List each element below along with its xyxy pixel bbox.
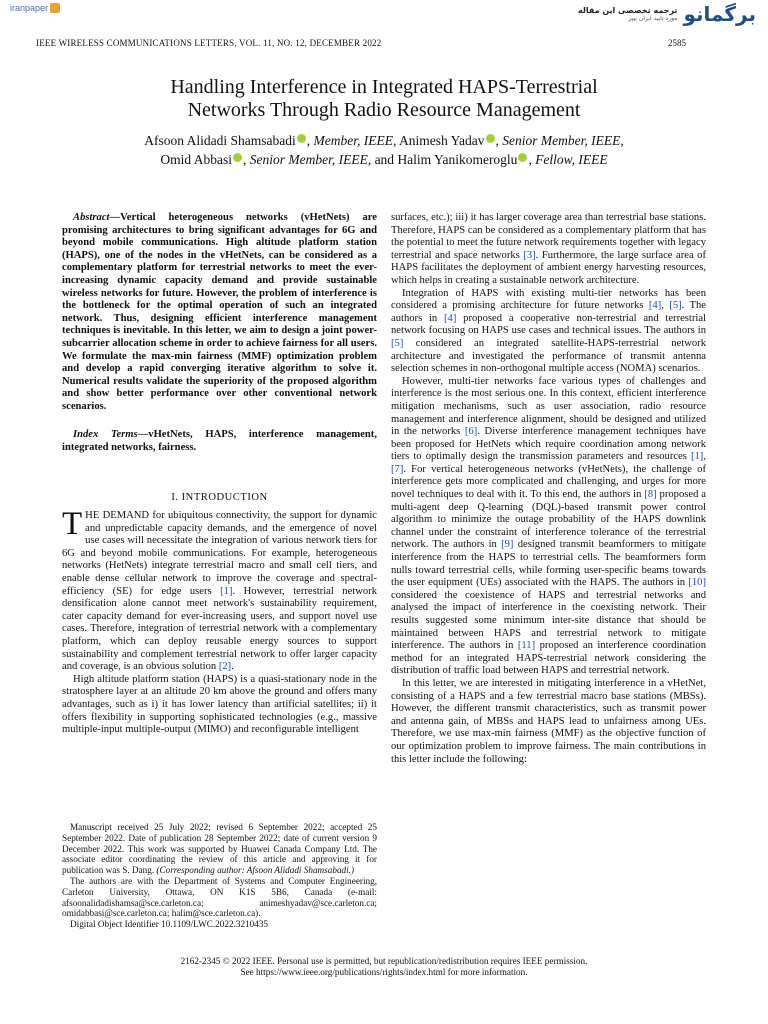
author-role: Senior Member, IEEE (249, 152, 368, 167)
author-conjunction: and (374, 152, 395, 167)
translation-logo-line2: مورد تایید ایران پیپر (628, 15, 678, 23)
index-terms-text: —vHetNets, HAPS, interference management, integrated networks, fairness. (62, 429, 377, 453)
paper-title-line2: Networks Through Radio Resource Management (187, 99, 581, 121)
citation-link[interactable]: [10] (688, 577, 706, 589)
citation-link[interactable]: [1] (220, 585, 233, 597)
index-terms (62, 429, 377, 454)
paragraph: In this letter, we are interested in mitigating interference in a vHetNet, consisting of a HAPS and a few terrestrial macro base stations (MBSs). However, the different transmit characteristics, such as transmit power and antenna gain, of MBSs and HAPS lead to unfairness among UEs. Therefore, we use max-min fairness (MMF) as the objective function of our optimization problem to improve fairness. The main contributions in this letter include the following: (391, 677, 706, 765)
orcid-icon[interactable] (297, 134, 306, 143)
iranpaper-logo-icon (50, 3, 60, 13)
author-name: Animesh Yadav (399, 133, 485, 148)
iranpaper-logo-text: iranpaper (10, 3, 49, 13)
citation-link[interactable]: [6] (464, 426, 478, 438)
abstract-text: —Vertical heterogeneous networks (vHetNets) are promising architectures to bring significant advantages for 6G and beyond mobile communications. High altitude platform station (HAPS), one of the nodes in the vHetNets, can be considered as a complementary platform for terrestrial networks to meet the ever-increasing dynamic capacity demand and provide sustainable wireless networks for future. However, the problem of interference is the bottleneck for the optimal operation of such an integrated network. Thus, designing efficient interference management techniques is inevitable. In this letter, we aim to design a joint power-subcarrier allocation scheme in order to achieve fairness for all users. We formulate the max-min fairness (MMF) optimization problem and develop a rapid converging iterative algorithm to solve it. Numerical results validate the superiority of the proposed algorithm and show better performance over other conventional network scenarios. (62, 212, 377, 412)
citation-link[interactable]: [5] (669, 300, 682, 312)
translation-logo (578, 2, 756, 26)
index-terms-label: Index Terms (73, 429, 138, 440)
author-list: Afsoon Alidadi Shamsabadi , Member, IEEE, Animesh Yadav , Senior Member, IEEE, Omid Abbasi , Senior Member, IEEE, and Halim Yanikomeroglu , Fellow, IEEE (144, 133, 624, 167)
orcid-icon[interactable] (233, 153, 242, 162)
citation-link[interactable]: [1] (690, 451, 704, 463)
citation-link[interactable]: [2] (218, 661, 232, 673)
journal-header: IEEE WIRELESS COMMUNICATIONS LETTERS, VOL. 11, NO. 12, DECEMBER 2022 (36, 38, 382, 48)
citation-link[interactable]: [4] (444, 312, 457, 324)
author-role: Member, IEEE (313, 133, 393, 148)
author-name: Afsoon Alidadi Shamsabadi (144, 133, 296, 148)
right-column-body: surfaces, etc.); iii) it has larger coverage area than terrestrial base stations. Therefore, HAPS can be considered as a complementary platform that has the potential to meet the future network requirements together with legacy terrestrial and space networks [3]. Furthermore, the large surface area of HAPS facilitates the deployment of ambient energy harvesting resources, which helps in creating a sustainable network architecture. Integration of HAPS with existing multi-tier networks has been considered a promising architecture for future networks [4], [5]. The authors in [4] proposed a cooperative non-terrestrial and terrestrial network focusing on HAPS use cases and technical issues. The authors in [5] considered an integrated satellite-HAPS-terrestrial network architecture and investigated the performance of transmit antenna selection schemes in non-orthogonal multiple access (NOMA) scenarios. However, multi-tier networks face various types of challenges and interference is the most serious one. In this context, efficient interference mitigation mechanisms, such as user association, radio resource management and interference alignment, should be designed and utilized in the networks [6]. Diverse interference management techniques have been proposed for HetNets which require coordination among network tiers to optimally design the transmission parameters and resources [1], [7]. For vertical heterogeneous networks (vHetNets), the challenge of interference gets more complicated and challenging, and urges for more novel techniques to deal with it. To this end, the authors in [8] proposed a multi-agent deep Q-learning (DQL)-based transmit power control algorithm to minimize the outage probability of the HAPS downlink channel under the constraint of interference tolerance of the terrestrial network. The authors in [9] designed transmit beamformers to mitigate interference from the HAPS to terrestrial cells. The beamformers form nulls toward terrestrial cells, while forming user-specific beams towards the user equipment (UEs) associated with the HAPS. The authors in [10] considered the coexistence of HAPS and terrestrial networks and analysed the impact of interference in the coexisting network. Their results suggested some minimum inter-site distance that should be maintained between HAPS and terrestrial network to mitigate interference. The authors in [11] proposed an interference coordination method for an integrated HAPS-terrestrial network considering the distribution of traffic load between HAPS and terrestrial network. In this letter, we are interested in mitigating interference in a vHetNet, consisting of a HAPS and a few terrestrial macro base stations (MBSs). However, the different transmit characteristics, such as transmit power and antenna gain, of MBSs and HAPS lead to unfairness among UEs. Therefore, we use max-min fairness (MMF) as the objective function of our optimization problem to improve fairness. The main contributions in this letter include the following: (391, 212, 707, 765)
page-number: 2585 (668, 38, 686, 48)
intro-lead: HE DEMAND (85, 510, 150, 521)
citation-link[interactable]: [9] (501, 539, 514, 551)
orcid-icon[interactable] (518, 153, 527, 162)
introduction-body: THE DEMAND for ubiquitous connectivity, the support for dynamic and unpredictable capacity demands, and the emergence of novel use cases will necessitate the integration of various network tiers for 6G and beyond mobile communications. For example, heterogeneous networks (HetNets) integrate terrestrial macro and small cell tiers, and enable dense cellular network to improve the coverage and spectral-efficiency (SE) for edge users [1]. However, terrestrial network densification alone cannot meet network's sustainability requirement, cater capacity demand for ever-increasing users, and support novel use cases. Therefore, integration of terrestrial network with a complementary platform, which can deploy reusable energy sources to support sustainability and complement terrestrial network to offer larger capacity and coverage, is an obvious solution [2]. High altitude platform station (HAPS) is a quasi-stationary node in the stratosphere layer at an altitude 20 km above the ground and offers many advantages, such as i) it has lower latency than artificial satellites; ii) it offers flexibility in supporting sophisticated technologies (e.g., massive multiple-input multiple-output (MIMO) and reconfigurable intelligent (62, 506, 377, 736)
citation-link[interactable]: [7] (391, 463, 404, 475)
citation-link[interactable]: [3] (523, 249, 536, 261)
footnote: Manuscript received 25 July 2022; revised 6 September 2022; accepted 25 September 2022. Date of publication 28 September 2022; date of current version 9 December 2022. This work was supported by Huawei Canada Company Ltd. The associate editor coordinating the review of this article and approving it for publication was S. Dang. (Corresponding author: Afsoon Alidadi Shamsabadi.) The authors are with the Department of Systems and Computer Engineering, Carleton University, Ottawa, ON K1S 5B6, Canada (e-mail: afsoonalidadishamsa@sce.carleton.ca; animeshyadav@sce.carleton.ca; omidabbasi@sce.carleton.ca; halim@sce.carleton.ca). Digital Object Identifier 10.1109/LWC.2022.3210435 (62, 822, 377, 930)
iranpaper-logo (10, 3, 60, 13)
author-role: Senior Member, IEEE (502, 133, 621, 148)
doi: Digital Object Identifier 10.1109/LWC.2022.3210435 (70, 919, 269, 930)
author-affiliation: The authors are with the Department of Systems and Computer Engineering, Carleton University, Ottawa, ON K1S 5B6, Canada (e-mail: afsoonalidadishamsa@sce.carleton.ca; animeshyadav@sce.carleton.ca; omidabbasi@sce.carleton.ca; halim@sce.carleton.ca). (62, 875, 377, 919)
citation-link[interactable]: [5] (391, 337, 404, 349)
translation-logo-brand: برگمانو (683, 2, 756, 26)
abstract (62, 212, 377, 414)
paper-title (0, 76, 768, 122)
author-name: Omid Abbasi (160, 152, 232, 167)
abstract-label: Abstract (73, 212, 110, 223)
copyright-notice: 2162-2345 © 2022 IEEE. Personal use is permitted, but republication/redistribution requires IEEE permission. See https://www.ieee.org/publications/rights/index.html for more information. (180, 956, 588, 977)
citation-link[interactable]: [11] (517, 640, 536, 652)
drop-cap: T (62, 506, 83, 542)
author-role: Fellow, IEEE (535, 152, 608, 167)
orcid-icon[interactable] (486, 134, 495, 143)
author-name: Halim Yanikomeroglu (397, 152, 518, 167)
translation-logo-line1: ترجمه تخصصی این مقاله (577, 5, 678, 15)
citation-link[interactable]: [8] (644, 489, 657, 501)
paragraph: High altitude platform station (HAPS) is a quasi-stationary node in the stratosphere layer at an altitude 20 km above the ground and offers many advantages, such as i) it has lower latency than artificial satellites; ii) it offers flexibility in supporting sophisticated technologies (e.g., massive multiple-input multiple-output (MIMO) and reconfigurable intelligent (62, 673, 377, 736)
citation-link[interactable]: [4] (648, 300, 662, 312)
section-heading: I. INTRODUCTION (171, 492, 268, 503)
paper-title-line1: Handling Interference in Integrated HAPS-Terrestrial (170, 76, 598, 98)
